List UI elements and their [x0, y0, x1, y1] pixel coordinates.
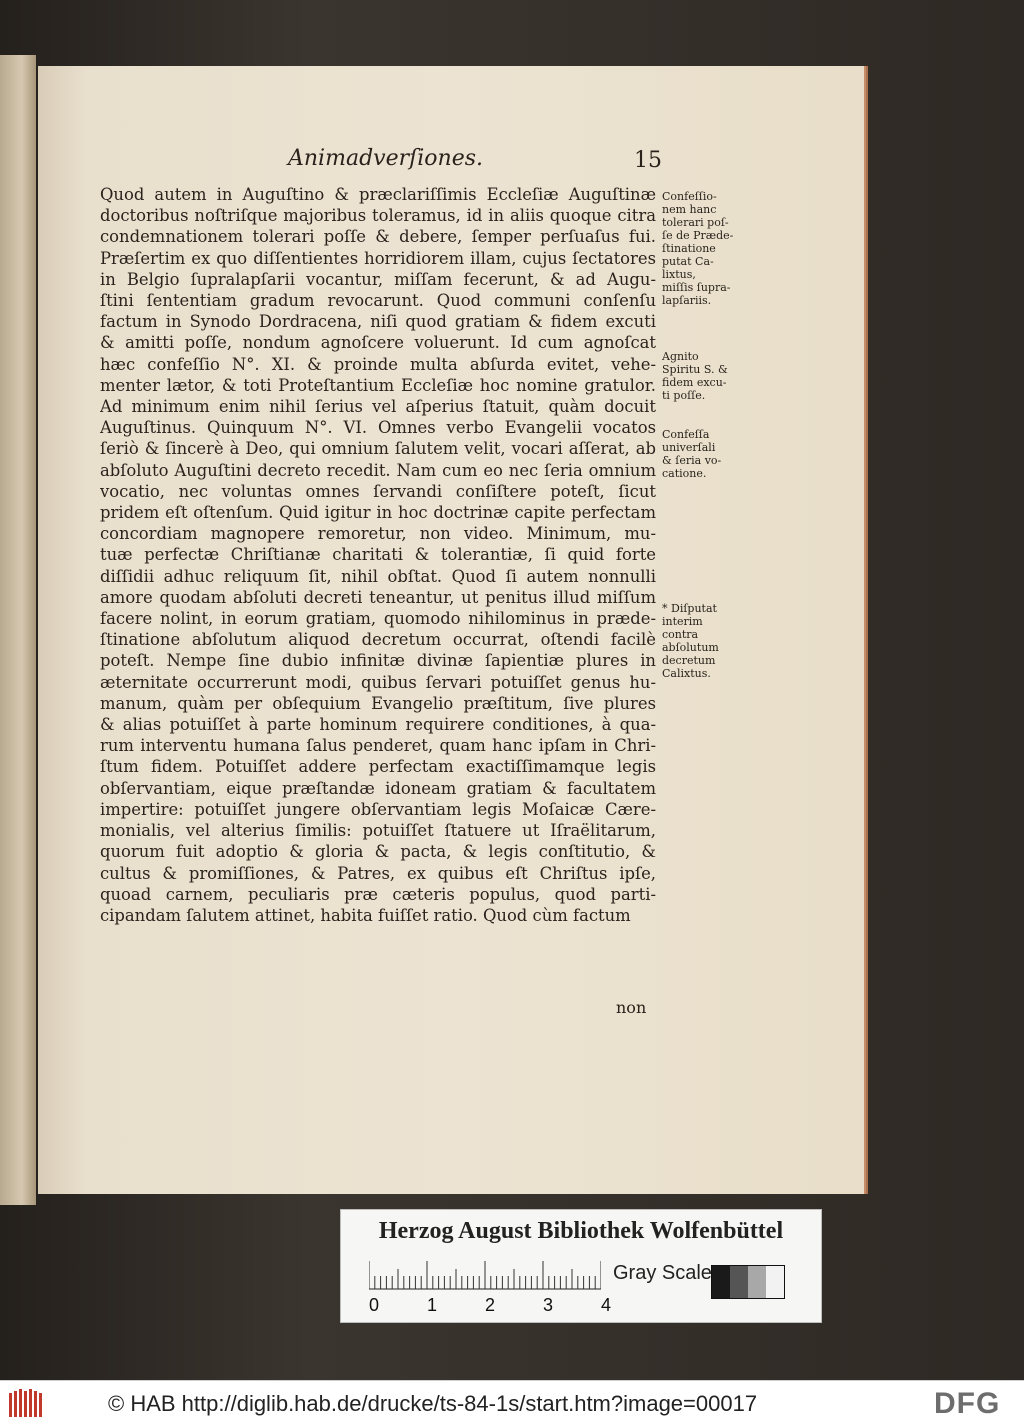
library-name: Herzog August Bibliothek Wolfenbüttel	[378, 1218, 784, 1244]
text-line: amore quodam abſoluti decreti teneantur, ut penitus illud miſſum	[100, 587, 656, 607]
ruler-number: 2	[485, 1295, 496, 1315]
margin-note-line: * Diſputat	[662, 602, 717, 615]
margin-note-line: interim	[662, 615, 703, 628]
text-line: diſſidii adhuc reliquum ſit, nihil obſtat. Quod ſi autem nonnulli	[100, 566, 656, 586]
margin-note-line: tolerari poſ-	[662, 216, 729, 229]
margin-note-line: ſe de Præde-	[662, 229, 734, 242]
text-line: manum, quàm per obſequium Evangelio præſtitum, ſive plures	[100, 693, 656, 713]
text-line: abſoluto Auguſtini decreto recedit. Nam cum eo nec ſeria omnium	[100, 460, 656, 480]
ruler-number: 1	[427, 1295, 438, 1315]
margin-note-line: & ſeria vo-	[662, 454, 722, 467]
book-page	[38, 66, 864, 1194]
page-number: 15	[634, 148, 662, 173]
margin-note	[662, 602, 736, 680]
text-line: menter lætor, & toti Proteſtantium Eccleſiæ hoc nomine gratulor.	[100, 375, 656, 395]
text-line: concordiam magnopere remoretur, non video. Minimum, mu-	[100, 524, 656, 544]
margin-note-line: lixtus,	[662, 268, 696, 281]
catchword: non	[616, 998, 647, 1017]
margin-note-line: univerſali	[662, 441, 716, 454]
margin-note-line: lapſariis.	[662, 294, 712, 307]
margin-note-line: nem hanc	[662, 203, 717, 216]
text-line: obſervantiam, eique præſtandæ idoneam gratiam & facultatem	[100, 778, 656, 798]
margin-note-line: Calixtus.	[662, 667, 711, 680]
margin-note	[662, 190, 736, 307]
dfg-logo: DFG	[934, 1387, 1001, 1420]
text-line: impertire: potuiſſet jungere obſervantiam legis Moſaicæ Cære-	[100, 799, 656, 819]
margin-note-line: contra	[662, 628, 699, 641]
text-line: cultus & promiſſiones, & Patres, ex quibus eſt Chriſtus ipſe,	[100, 863, 656, 883]
grayscale-swatches	[711, 1265, 785, 1299]
gray-swatch	[730, 1266, 748, 1298]
grayscale-label: Gray Scale	[613, 1262, 712, 1284]
text-line: quorum fuit adoptio & gloria & pacta, & legis conſtitutio, &	[100, 842, 656, 862]
text-line: cipandam ſalutem attinet, habita fuiſſet ratio. Quod cùm factum	[100, 905, 631, 925]
copyright-url: © HAB http://diglib.hab.de/drucke/ts-84-1s/start.htm?image=00017	[108, 1391, 758, 1416]
margin-note	[662, 350, 736, 402]
gray-swatch	[766, 1266, 784, 1298]
color-calibration-bar	[340, 1209, 822, 1323]
hab-logo-icon	[8, 1389, 42, 1419]
text-line: hæc confeſſio N°. XI. & proinde multa abſurda evitet, vehe-	[100, 354, 656, 374]
gray-swatch	[712, 1266, 730, 1298]
margin-note	[662, 428, 736, 480]
text-line: tuæ perfectæ Chriſtianæ charitati & tolerantiæ, ſi quid forte	[100, 545, 656, 565]
text-line: & amitti poſſe, nondum agnoſcere voluerunt. Id cum agnoſcat	[100, 333, 656, 353]
text-line: monialis, vel alterius ſimilis: potuiſſet ſtatuere ut Iſraëlitarum,	[100, 821, 656, 841]
text-line: poteſt. Nempe ſine dubio infinitæ divinæ ſapientiæ plures in	[100, 651, 656, 671]
text-line: ſtum fidem. Potuiſſet addere perfectam exactiſſimamque legis	[100, 757, 656, 777]
margin-note-line: ſtinatione	[662, 242, 716, 255]
text-line: Ad minimum enim nihil ſerius vel aſperius ſtatuit, quàm docuit	[100, 397, 656, 417]
text-line: Quod autem in Auguſtino & præclariſſimis Eccleſiæ Auguſtinæ	[100, 185, 656, 204]
ruler-scale	[369, 1260, 601, 1290]
text-line: ſtinatione abſolutum aliquod decretum occurrat, oſtendi facilè	[100, 630, 656, 650]
text-line: quoad carnem, peculiaris præ cæteris populus, quod parti-	[100, 884, 656, 904]
footer-bar	[0, 1380, 1024, 1428]
gray-swatch	[748, 1266, 766, 1298]
text-line: ſeriò & ſincerè à Deo, qui omnium ſalutem velit, vocari aſſerat, ab	[100, 439, 656, 459]
margin-note-line: Confeſſio-	[662, 190, 717, 203]
margin-note-line: putat Ca-	[662, 255, 714, 268]
margin-note-line: Agnito	[662, 350, 699, 363]
running-head: Animadverſiones.	[288, 146, 484, 171]
margin-note-line: decretum	[662, 654, 716, 667]
body-text	[100, 184, 656, 926]
text-line: in Belgio ſupralapſarii vocantur, miſſam fecerunt, & ad Augu-	[100, 269, 656, 289]
margin-note-line: fidem excu-	[662, 376, 727, 389]
text-line: & alias potuiſſet à parte hominum requirere conditiones, à qua-	[100, 715, 656, 735]
text-line: factum in Synodo Dordracena, niſi quod gratiam & fidem excuti	[100, 312, 656, 332]
ruler-numbers	[363, 1295, 623, 1317]
margin-note-line: abſolutum	[662, 641, 719, 654]
ruler-number: 3	[543, 1295, 554, 1315]
text-line: doctoribus noſtriſque majoribus toleramus, id in aliis quoque citra	[100, 206, 656, 226]
text-line: rum interventu humana ſalus penderet, quam hanc ipſam in Chri-	[100, 736, 656, 756]
margin-note-line: miſſis ſupra-	[662, 281, 731, 294]
ruler-number: 0	[369, 1295, 380, 1315]
text-line: æternitate occurrerunt modi, quibus ſervari potuiſſet genus hu-	[100, 672, 656, 692]
margin-note-line: catione.	[662, 467, 707, 480]
text-line: Præſertim ex quo diſſentientes horridiorem illam, cujus ſectatores	[100, 248, 656, 268]
text-line: pridem eſt oſtenſum. Quid igitur in hoc doctrinæ capite perfectam	[100, 503, 656, 523]
text-line: vocatio, nec voluntas omnes ſervandi conſiſtere poteſt, ſicut	[100, 481, 656, 501]
margin-note-line: Spiritu S. &	[662, 363, 728, 376]
text-line: Auguſtinus. Quinquum N°. VI. Omnes verbo Evangelii vocatos	[100, 418, 656, 438]
ruler-number: 4	[601, 1295, 612, 1315]
margin-note-line: ti poſſe.	[662, 389, 706, 402]
margin-note-line: Confeſſa	[662, 428, 710, 441]
text-line: facere nolint, in eorum gratiam, quomodo nihilominus in præde-	[100, 609, 656, 629]
book-page-edges	[0, 55, 36, 1205]
text-line: ſtini ſententiam gradum revocarunt. Quod communi conſenſu	[100, 291, 656, 311]
text-line: condemnationem tolerari poſſe & debere, ſemper perſuaſus fui.	[100, 227, 656, 247]
